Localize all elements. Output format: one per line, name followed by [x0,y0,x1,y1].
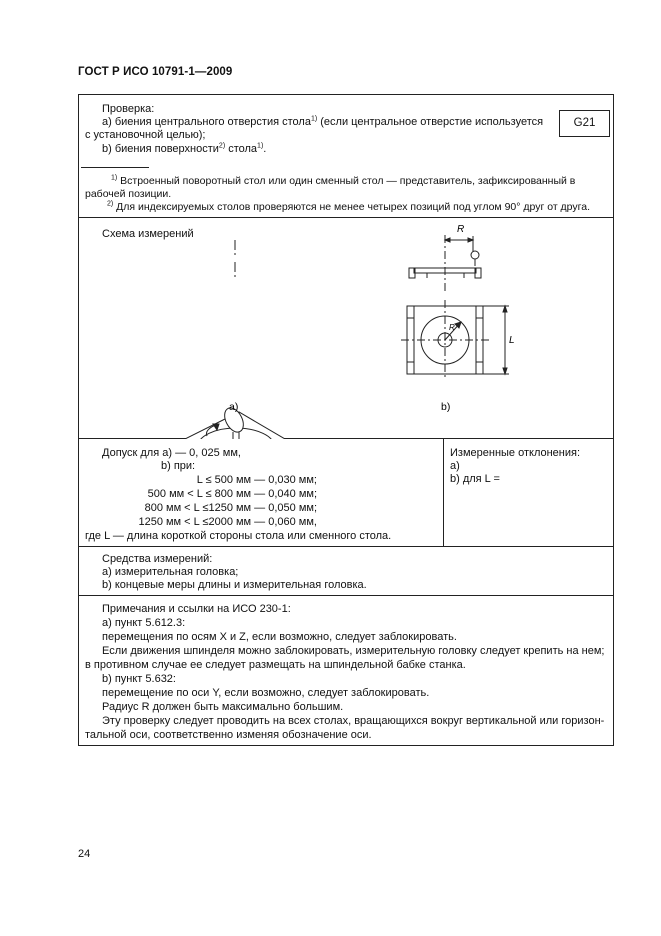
dim-r-top: R [457,224,465,235]
tolerance-line-4: 500 мм < L ≤ 800 мм — 0,040 мм; [147,488,317,500]
notes-a: a) пункт 5.612.3: [102,617,186,629]
deviations-a: a) [450,460,460,472]
scheme-title: Схема измерений [102,228,194,240]
tolerance-line-2: b) при: [161,460,196,472]
check-item-a: a) биения центрального отверстия стола$^{1)}$ (если центральное отверстие используется [102,115,544,128]
notes-line-5: Радиус R должен быть максимально большим. [102,701,344,713]
deviations-title: Измеренные отклонения: [450,447,581,459]
notes-line-4: перемещение по оси Y, если возможно, следует заблокировать. [102,687,430,699]
notes-line-3: в противном случае ее следует размещать на шпиндельной бабке станка. [85,659,466,671]
figure-b-label: b) [441,401,451,413]
check-item-b: b) биения поверхности$^{2)}$ стола$^{1)}$. [102,142,267,155]
check-item-a-cont: с установочной целью); [85,129,206,141]
measurement-diagram [79,218,613,439]
notes-line-6: Эту проверку следует проводить на всех столах, вращающихся вокруг вертикальной или горизон- [102,715,605,727]
tolerance-line-6: 1250 мм < L ≤2000 мм — 0,060 мм, [138,516,317,528]
check-section [79,95,613,218]
notes-line-2: Если движения шпинделя можно заблокировать, измерительную головку следует крепить на нем; [102,645,605,657]
footnote-1-cont: рабочей позиции. [85,188,172,200]
test-code-box: G21 [559,110,610,137]
deviations-b: b) для L = [450,473,500,485]
notes-line-1: перемещения по осям X и Z, если возможно, следует заблокировать. [102,631,457,643]
tolerance-line-5: 800 мм < L ≤1250 мм — 0,050 мм; [144,502,317,514]
scheme-section [79,218,613,439]
tolerance-line-3: L ≤ 500 мм — 0,030 мм; [196,474,317,486]
tolerance-line-7: где L — длина короткой стороны стола или сменного стола. [85,530,392,542]
notes-line-7: тальной оси, соответственно изменяя обозначение оси. [85,729,372,741]
figure-b-schematic [401,235,509,380]
footnote-separator [81,167,149,168]
instruments-b: b) концевые меры длины и измерительная головка. [102,579,367,591]
footnote-2: $^{2)}$ Для индексируемых столов проверяются не менее четырех позиций под углом 90° друг от друга. [107,200,590,213]
figure-a-label: a) [229,401,239,413]
notes-b: b) пункт 5.632: [102,673,176,685]
instruments-a: a) измерительная головка; [102,566,239,578]
dim-r-inner: R [449,323,455,332]
column-divider [443,439,444,546]
instruments-title: Средства измерений: [102,553,213,565]
document-header: ГОСТ Р ИСО 10791-1—2009 [78,66,233,78]
tolerance-section [79,439,613,547]
instruments-section [79,547,613,596]
footnote-1: $^{1)}$ Встроенный поворотный стол или один сменный стол — представитель, зафиксированный в [111,174,576,187]
notes-title: Примечания и ссылки на ИСО 230-1: [102,603,291,615]
tolerance-line-1: Допуск для a) — 0, 025 мм, [102,447,241,459]
test-table [78,94,614,746]
dim-l: L [509,335,515,346]
page-number: 24 [78,848,91,860]
check-heading: Проверка: [102,103,155,115]
notes-section [79,596,613,745]
